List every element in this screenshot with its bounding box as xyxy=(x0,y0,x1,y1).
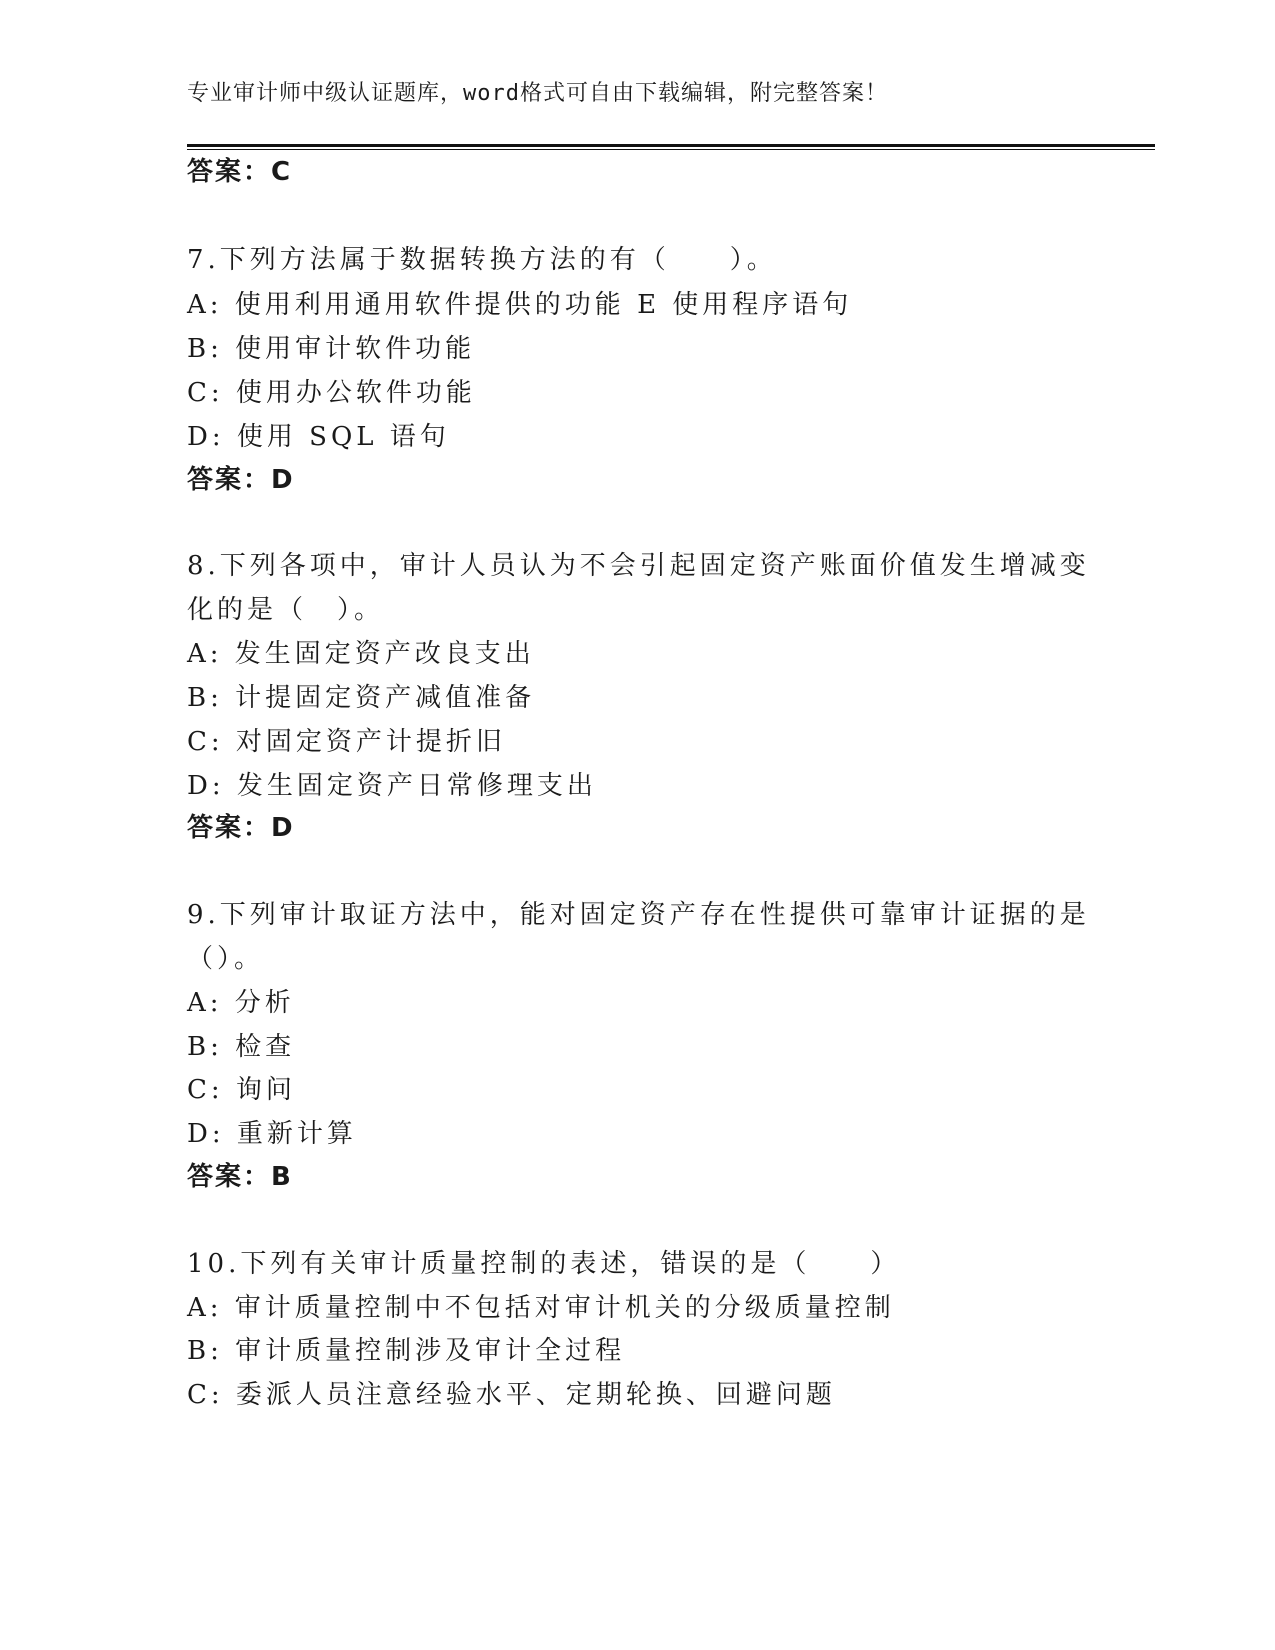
option-a: A: 分析 xyxy=(187,988,295,1018)
header-rule xyxy=(187,144,1155,147)
page-header: 专业审计师中级认证题库，word格式可自由下载编辑，附完整答案！ xyxy=(187,81,888,106)
option-d: D: 发生固定资产日常修理支出 xyxy=(187,771,597,801)
option-b: B: 计提固定资产减值准备 xyxy=(187,683,536,713)
option-d: D: 使用 SQL 语句 xyxy=(187,422,450,452)
question-stem: 9.下列审计取证方法中，能对固定资产存在性提供可靠审计证据的是 xyxy=(187,900,1090,930)
header-rule-thin xyxy=(187,149,1155,150)
answer-line: 答案：D xyxy=(187,813,295,843)
option-b: B: 审计质量控制涉及审计全过程 xyxy=(187,1336,626,1366)
answer-line: 答案：C xyxy=(187,157,293,187)
option-a: A: 发生固定资产改良支出 xyxy=(187,639,535,669)
question-stem: 10.下列有关审计质量控制的表述，错误的是（ ） xyxy=(187,1249,901,1279)
question-stem: 7.下列方法属于数据转换方法的有（ ）。 xyxy=(187,245,777,275)
option-c: C: 委派人员注意经验水平、定期轮换、回避问题 xyxy=(187,1380,836,1410)
option-b: B: 检查 xyxy=(187,1032,296,1062)
option-a: A: 使用利用通用软件提供的功能 E 使用程序语句 xyxy=(187,290,853,320)
question-stem-cont: （）。 xyxy=(187,944,265,974)
option-c: C: 对固定资产计提折旧 xyxy=(187,727,506,757)
option-c: C: 询问 xyxy=(187,1075,296,1105)
answer-line: 答案：D xyxy=(187,465,295,495)
option-b: B: 使用审计软件功能 xyxy=(187,334,476,364)
option-d: D: 重新计算 xyxy=(187,1119,357,1149)
question-stem-cont: 化的是（ ）。 xyxy=(187,595,385,625)
option-c: C: 使用办公软件功能 xyxy=(187,378,476,408)
answer-line: 答案：B xyxy=(187,1162,293,1192)
option-a: A: 审计质量控制中不包括对审计机关的分级质量控制 xyxy=(187,1293,895,1323)
question-stem: 8.下列各项中，审计人员认为不会引起固定资产账面价值发生增减变 xyxy=(187,551,1090,581)
